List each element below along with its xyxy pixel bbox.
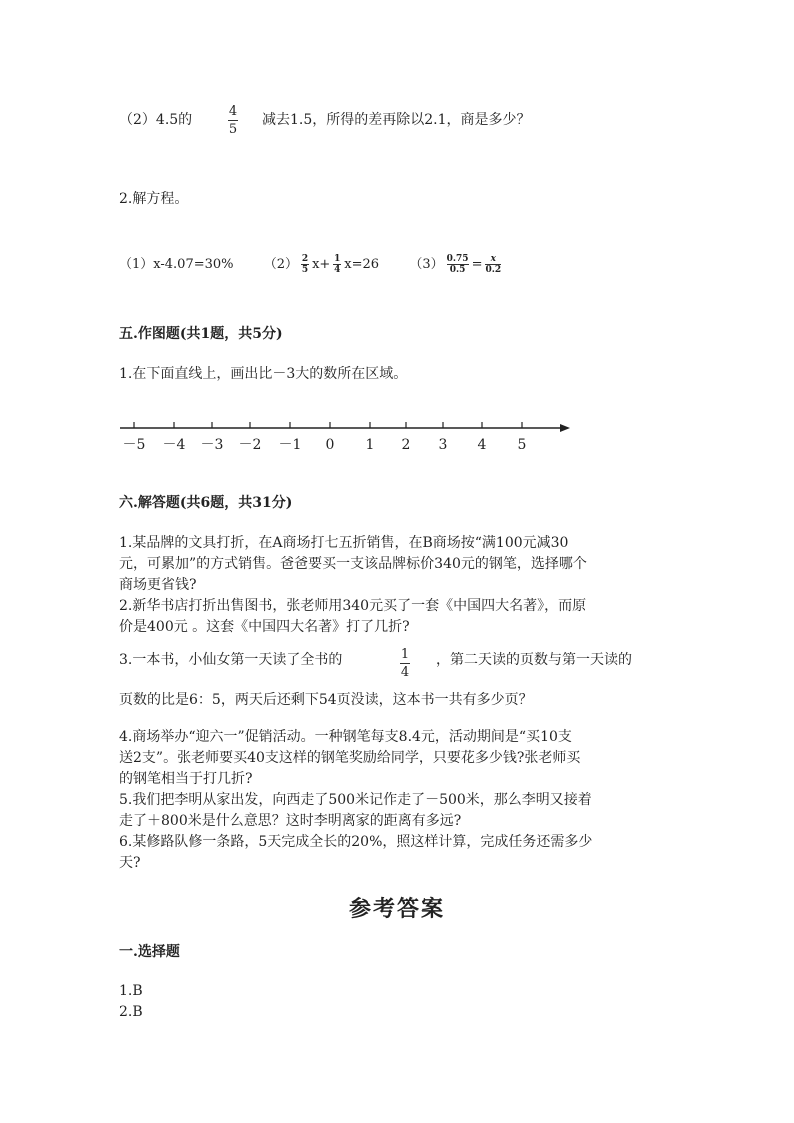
number-line-label: －4: [162, 437, 186, 453]
fraction-numerator: 1: [334, 254, 341, 264]
equation-3-prefix: （3）: [409, 257, 444, 272]
number-line-ticks: [123, 422, 527, 453]
section-6-heading: 六.解答题(共6题，共31分): [119, 495, 293, 511]
section-5-question-1: 1.在下面直线上，画出比－3大的数所在区域。: [119, 366, 408, 382]
number-line-label: 1: [365, 437, 375, 453]
question-6-3-line-2: 页数的比是6：5，两天后还剩下54页没读，这本书一共有多少页？: [119, 692, 533, 708]
fraction-numerator: 2: [301, 254, 309, 264]
fraction-one-quarter: [333, 254, 341, 275]
fraction-denominator: 5: [228, 122, 238, 137]
question-6-6-line-1: 6.某修路队修一条路，5天完成全长的20%，照这样计算，完成任务还需多少: [119, 834, 593, 850]
answers-title: 参考答案: [348, 896, 445, 922]
number-line-label: －5: [122, 437, 146, 453]
number-line-label: 0: [325, 437, 335, 453]
fraction-denominator: 4: [400, 665, 410, 680]
fraction-denominator: 4: [334, 265, 341, 275]
question-6-4-line-1: 4.商场举办“迎六一”促销活动。一种钢笔每支8.4元，活动期间是“买10支: [119, 729, 572, 745]
question-6-3-suffix: ，第二天读的页数与第一天读的: [436, 652, 632, 668]
fraction-bar: [228, 120, 238, 121]
number-line-label: 2: [401, 437, 411, 453]
equation-2-mid: x+: [312, 257, 331, 272]
fraction-numerator: 0.75: [446, 254, 469, 264]
fraction-right: [485, 254, 501, 275]
number-line-label: 3: [438, 437, 448, 453]
question-6-1-line-1: 1.某品牌的文具打折，在A商场打七五折销售，在B商场按“满100元减30: [119, 535, 569, 551]
fraction-four-fifths: [228, 104, 238, 137]
fraction-left: [447, 254, 469, 275]
equals-sign: =: [471, 257, 483, 272]
question-6-2-line-1: 2.新华书店打折出售图书，张老师用340元买了一套《中国四大名著》，而原: [119, 598, 587, 614]
section-5-heading: 五.作图题(共1题，共5分): [119, 326, 283, 342]
equation-row: [119, 254, 504, 275]
fraction-bar: [400, 663, 410, 664]
number-line-label: 5: [517, 437, 527, 453]
question-6-1-line-3: 商场更省钱?: [119, 577, 197, 593]
question-6-4-line-3: 的钢笔相当于打几折?: [119, 771, 253, 787]
equation-1: （1）x-4.07=30%: [119, 257, 234, 272]
question-6-3-prefix: 3.一本书，小仙女第一天读了全书的: [119, 652, 343, 668]
question-6-4-line-2: 送2支”。张老师要买40支这样的钢笔奖励给同学，只要花多少钱?张老师买: [119, 750, 581, 766]
equation-3: [409, 254, 504, 275]
equation-2: [263, 254, 383, 275]
question-6-1-line-2: 元，可累加”的方式销售。爸爸要买一支该品牌标价340元的钢笔，选择哪个: [119, 556, 587, 572]
fraction-numerator: x: [490, 254, 496, 264]
number-line-label: －1: [278, 437, 302, 453]
answer-2: 2.B: [119, 1004, 143, 1020]
number-line-label: －2: [238, 437, 262, 453]
question-6-5-line-2: 走了＋800米是什么意思？这时李明离家的距离有多远?: [119, 813, 462, 829]
answers-section-1: 一.选择题: [119, 944, 180, 960]
number-line-label: －3: [200, 437, 224, 453]
fraction-denominator: 0.2: [485, 265, 502, 275]
fraction-numerator: 1: [400, 647, 410, 662]
question-6-5-line-1: 5.我们把李明从家出发，向西走了500米记作走了－500米，那么李明又接着: [119, 792, 592, 808]
equation-2-prefix: （2）: [263, 257, 299, 272]
fraction-one-quarter-large: [400, 647, 410, 680]
question-prefix: （2）4.5的: [119, 112, 193, 128]
fraction-numerator: 4: [228, 104, 238, 119]
answer-1: 1.B: [119, 983, 143, 999]
question-6-3-line-1: [119, 650, 342, 670]
solve-equations-title: 2.解方程。: [119, 191, 189, 207]
fraction-denominator: 0.5: [449, 265, 466, 275]
fraction-denominator: 5: [301, 265, 309, 275]
equation-2-suffix: x=26: [344, 257, 380, 272]
question-suffix: 减去1.5，所得的差再除以2.1，商是多少？: [262, 112, 531, 128]
fraction-two-fifths: [301, 254, 309, 275]
question-6-6-line-2: 天?: [119, 855, 141, 871]
arrow-right-icon: [560, 424, 570, 432]
question-2-2-suffix: [262, 110, 531, 130]
question-6-2-line-2: 价是400元 。这套《中国四大名著》打了几折?: [119, 619, 410, 635]
number-line-label: 4: [477, 437, 487, 453]
question-2-2: [119, 110, 192, 130]
number-line: [0, 412, 794, 472]
